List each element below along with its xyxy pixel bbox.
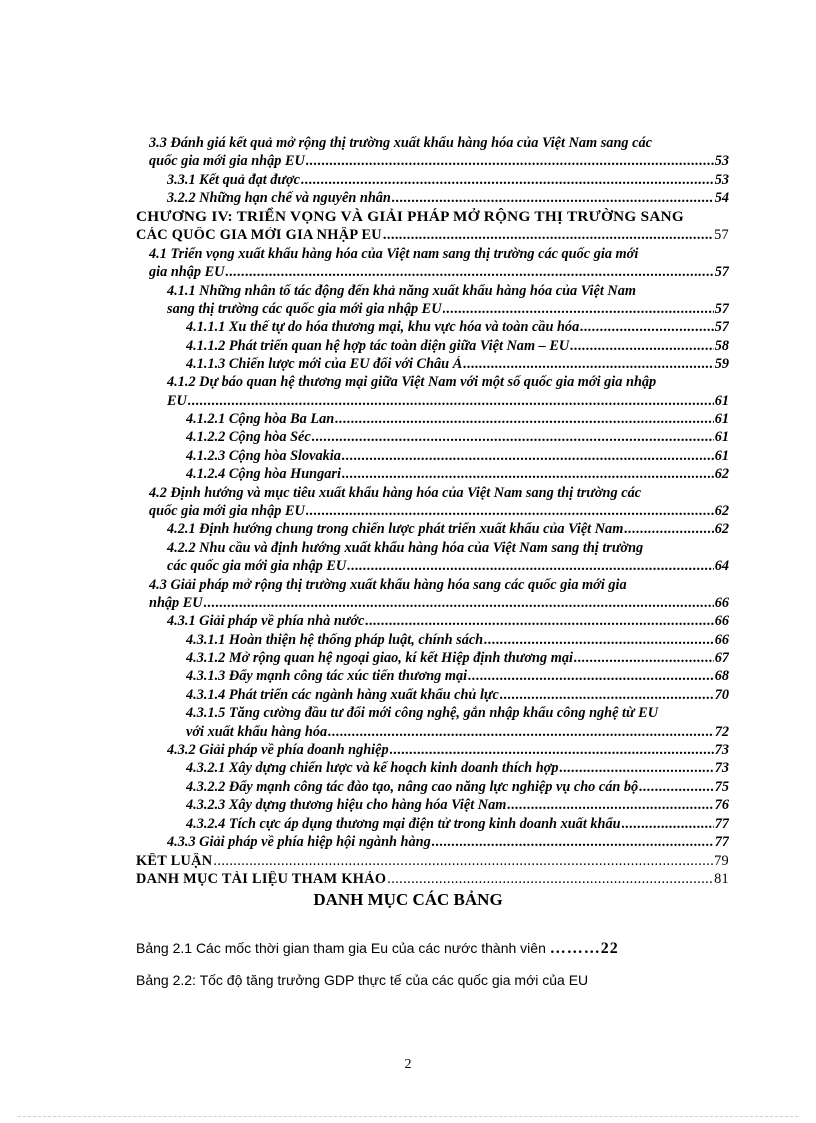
- toc-entry-4-3-1[interactable]: [167, 613, 729, 630]
- dot-leader: [574, 650, 714, 667]
- toc-entry-text: KẾT LUẬN: [136, 853, 213, 869]
- dot-leader: [443, 301, 714, 318]
- dot-leader: [335, 411, 714, 428]
- toc-entry-text: các quốc gia mới gia nhập EU: [167, 558, 347, 574]
- toc-entry-text: 4.3.1.3 Đẩy mạnh công tác xúc tiến thương mại: [186, 668, 468, 684]
- toc-entry-text: 4.3.1.4 Phát triển các ngành hàng xuất khẩu chủ lực: [186, 687, 499, 703]
- dot-leader: [559, 760, 713, 777]
- toc-entry-text: 4.1.2.2 Cộng hòa Séc: [186, 429, 311, 445]
- toc-entry-4-1-2-3[interactable]: [186, 448, 729, 465]
- toc-entry-text: 4.3.2.3 Xây dựng thương hiệu cho hàng hóa Việt Nam: [186, 797, 507, 813]
- toc-page-number: 81: [714, 871, 729, 887]
- toc-entry-4-1-1-3[interactable]: [186, 356, 729, 373]
- toc-entry-4-1-2-4[interactable]: [186, 466, 729, 483]
- page-number: 2: [404, 1057, 412, 1072]
- toc-page-number: 70: [714, 687, 729, 703]
- toc-entry-text: 4.3.2.2 Đẩy mạnh công tác đào tạo, nâng cao năng lực nghiệp vụ cho cán bộ: [186, 779, 639, 795]
- table-list-item[interactable]: [136, 972, 588, 988]
- toc-entry-conclusion[interactable]: [136, 853, 729, 870]
- dot-leader: [463, 356, 713, 373]
- toc-entry-4-3-1-4[interactable]: [186, 687, 729, 704]
- dot-leader: [390, 742, 714, 759]
- toc-page-number: 61: [714, 393, 729, 409]
- dot-leader: [622, 816, 714, 833]
- toc-entry-text: 4.1.2.3 Cộng hòa Slovakia: [186, 448, 341, 464]
- dot-leader: [188, 393, 714, 410]
- toc-page-number: 54: [714, 190, 729, 206]
- toc-page-number: 77: [714, 816, 729, 832]
- dot-leader: [213, 853, 713, 870]
- toc-page-number: 76: [714, 797, 729, 813]
- toc-page-number: 59: [714, 356, 729, 372]
- dot-leader: [225, 264, 713, 281]
- toc-page-number: 58: [714, 338, 729, 354]
- toc-entry-4-2-1[interactable]: [167, 521, 729, 538]
- toc-entry-text: quốc gia mới gia nhập EU: [149, 503, 305, 519]
- toc-entry-3-3-1[interactable]: [167, 172, 729, 189]
- dot-leader: [347, 558, 713, 575]
- toc-page-number: 61: [714, 448, 729, 464]
- toc-entry-4-1-1-1[interactable]: [186, 319, 729, 336]
- dot-leader: [306, 503, 714, 520]
- toc-entry-text: quốc gia mới gia nhập EU: [149, 153, 305, 169]
- table-list-item[interactable]: [136, 940, 619, 958]
- table-entry-text: Bảng 2.2: Tốc độ tăng trưởng GDP thực tế của các quốc gia mới của EU: [136, 972, 589, 988]
- toc-entry-4-1-1-2[interactable]: [186, 338, 729, 355]
- toc-entry-text: 3.3.1 Kết quả đạt được: [167, 172, 300, 188]
- toc-entry-text: 4.3.1.2 Mở rộng quan hệ ngoại giao, kí kết Hiệp định thương mại: [186, 650, 573, 666]
- dot-leader: [484, 632, 714, 649]
- toc-entry-4-3-2-4[interactable]: [186, 816, 729, 833]
- toc-entry-references[interactable]: [136, 871, 729, 888]
- toc-entry-text: nhập EU: [149, 595, 203, 611]
- toc-page-number: 57: [714, 319, 729, 335]
- toc-page-number: 66: [714, 595, 729, 611]
- toc-entry-4-1-cont[interactable]: [149, 264, 729, 281]
- toc-entry-4-1-2[interactable]: 4.1.2 Dự báo quan hệ thương mại giữa Việt Nam với một số quốc gia mới gia nhập: [167, 374, 657, 390]
- toc-entry-4-3-2-3[interactable]: [186, 797, 729, 814]
- toc-page-number: 53: [714, 153, 729, 169]
- dot-leader: ………: [549, 940, 601, 957]
- toc-entry-4-3-3[interactable]: [167, 834, 729, 851]
- toc-entry-4-3-2-2[interactable]: [186, 779, 729, 796]
- dot-leader: [500, 687, 714, 704]
- dot-leader: [204, 595, 714, 612]
- dot-leader: [639, 779, 714, 796]
- toc-entry-text: 4.3.1.1 Hoàn thiện hệ thống pháp luật, chính sách: [186, 632, 484, 648]
- toc-entry-text: EU: [167, 393, 187, 409]
- dot-leader: [383, 227, 713, 244]
- toc-entry-4-3-2-1[interactable]: [186, 760, 729, 777]
- toc-chapter-4[interactable]: CHƯƠNG IV: TRIỂN VỌNG VÀ GIẢI PHÁP MỞ RỘNG THỊ TRƯỜNG SANG: [136, 208, 685, 225]
- tables-heading: DANH MỤC CÁC BẢNG: [313, 890, 503, 909]
- toc-chapter-4-cont[interactable]: [136, 227, 729, 244]
- toc-page-number: 61: [714, 429, 729, 445]
- toc-entry-text: với xuất khẩu hàng hóa: [186, 724, 328, 740]
- page-bottom-border: [18, 1116, 798, 1117]
- toc-entry-4-3-1-1[interactable]: [186, 632, 729, 649]
- toc-entry-4-1-2-1[interactable]: [186, 411, 729, 428]
- toc-entry-4-3-1-5[interactable]: 4.3.1.5 Tăng cường đầu tư đổi mới công nghệ, gắn nhập khẩu công nghệ từ EU: [186, 705, 659, 721]
- toc-entry-4-2-2[interactable]: 4.2.2 Nhu cầu và định hướng xuất khẩu hàng hóa của Việt Nam sang thị trường: [167, 540, 644, 556]
- toc-entry-4-3-2[interactable]: [167, 742, 729, 759]
- dot-leader: [387, 871, 713, 888]
- toc-page-number: 66: [714, 632, 729, 648]
- toc-entry-4-1-1-cont[interactable]: [167, 301, 729, 318]
- toc-entry-text: 3.2.2 Những hạn chế và nguyên nhân: [167, 190, 391, 206]
- toc-entry-4-3[interactable]: 4.3 Giải pháp mở rộng thị trường xuất khẩu hàng hóa sang các quốc gia mới gia: [149, 577, 627, 593]
- toc-entry-3-3-cont[interactable]: [149, 153, 729, 170]
- table-page-number: 22: [600, 940, 619, 957]
- dot-leader: [312, 429, 714, 446]
- toc-entry-text: 4.1.1.1 Xu thế tự do hóa thương mại, khu vực hóa và toàn cầu hóa: [186, 319, 580, 335]
- toc-page-number: 53: [714, 172, 729, 188]
- toc-entry-text: 4.1.1.3 Chiến lược mới của EU đối với Châu Á: [186, 356, 463, 372]
- table-entry-text: Bảng 2.1 Các mốc thời gian tham gia Eu của các nước thành viên: [136, 940, 546, 956]
- toc-entry-text: 4.3.1 Giải pháp về phía nhà nước: [167, 613, 365, 629]
- toc-page-number: 61: [714, 411, 729, 427]
- toc-entry-4-2-cont[interactable]: [149, 503, 729, 520]
- dot-leader: [365, 613, 713, 630]
- toc-entry-text: 4.3.3 Giải pháp về phía hiệp hội ngành hàng: [167, 834, 431, 850]
- toc-entry-4-1-1[interactable]: 4.1.1 Những nhân tố tác động đến khả năng xuất khẩu hàng hóa của Việt Nam: [167, 283, 636, 299]
- toc-page-number: 57: [714, 264, 729, 280]
- toc-page-number: 79: [714, 853, 729, 869]
- toc-page-number: 57: [714, 301, 729, 317]
- toc-entry-text: 4.3.2 Giải pháp về phía doanh nghiệp: [167, 742, 389, 758]
- dot-leader: [432, 834, 714, 851]
- toc-page-number: 67: [714, 650, 729, 666]
- dot-leader: [468, 668, 714, 685]
- toc-entry-text: 4.1.2.4 Cộng hòa Hungari: [186, 466, 341, 482]
- toc-entry-text: 4.3.2.4 Tích cực áp dụng thương mại điện tử trong kinh doanh xuất khẩu: [186, 816, 621, 832]
- toc-page-number: 62: [714, 466, 729, 482]
- toc-page-number: 62: [714, 521, 729, 537]
- toc-entry-4-3-1-3[interactable]: [186, 668, 729, 685]
- toc-entry-4-2-2-cont[interactable]: [167, 558, 729, 575]
- toc-entry-text: 4.1.2.1 Cộng hòa Ba Lan: [186, 411, 335, 427]
- toc-page-number: 62: [714, 503, 729, 519]
- toc-entry-text: gia nhập EU: [149, 264, 225, 280]
- toc-entry-3-3[interactable]: 3.3 Đánh giá kết quả mở rộng thị trường xuất khẩu hàng hóa của Việt Nam sang các: [149, 135, 652, 151]
- toc-entry-4-3-1-5-cont[interactable]: [186, 724, 729, 741]
- toc-page-number: 75: [714, 779, 729, 795]
- dot-leader: [342, 448, 714, 465]
- dot-leader: [580, 319, 713, 336]
- toc-entry-text: CÁC QUỐC GIA MỚI GIA NHẬP EU: [136, 227, 382, 243]
- dot-leader: [342, 466, 714, 483]
- toc-page-number: 73: [714, 760, 729, 776]
- toc-entry-4-3-1-2[interactable]: [186, 650, 729, 667]
- dot-leader: [306, 153, 714, 170]
- dot-leader: [301, 172, 714, 189]
- toc-entry-4-1-2-cont[interactable]: [167, 393, 729, 410]
- toc-entry-text: DANH MỤC TÀI LIỆU THAM KHẢO: [136, 871, 387, 887]
- toc-entry-text: 4.1.1.2 Phát triển quan hệ hợp tác toàn diện giữa Việt Nam – EU: [186, 338, 570, 354]
- toc-entry-text: sang thị trường các quốc gia mới gia nhập EU: [167, 301, 442, 317]
- dot-leader: [328, 724, 714, 741]
- dot-leader: [392, 190, 714, 207]
- toc-entry-3-2-2[interactable]: [167, 190, 729, 207]
- toc-entry-text: 4.3.2.1 Xây dựng chiến lược và kế hoạch kinh doanh thích hợp: [186, 760, 559, 776]
- toc-page-number: 72: [714, 724, 729, 740]
- toc-page-number: 77: [714, 834, 729, 850]
- toc-entry-4-1-2-2[interactable]: [186, 429, 729, 446]
- toc-entry-4-2[interactable]: 4.2 Định hướng và mục tiêu xuất khẩu hàng hóa của Việt Nam sang thị trường các: [149, 485, 642, 501]
- dot-leader: [570, 338, 713, 355]
- toc-entry-4-3-cont[interactable]: [149, 595, 729, 612]
- toc-page-number: 57: [714, 227, 729, 243]
- toc-entry-text: 4.2.1 Định hướng chung trong chiến lược phát triển xuất khẩu của Việt Nam: [167, 521, 624, 537]
- toc-entry-4-1[interactable]: 4.1 Triển vọng xuất khẩu hàng hóa của Việt nam sang thị trường các quốc gia mới: [149, 246, 639, 262]
- dot-leader: [507, 797, 713, 814]
- toc-page-number: 68: [714, 668, 729, 684]
- toc-page-number: 66: [714, 613, 729, 629]
- toc-page-number: 73: [714, 742, 729, 758]
- toc-page-number: 64: [714, 558, 729, 574]
- dot-leader: [624, 521, 713, 538]
